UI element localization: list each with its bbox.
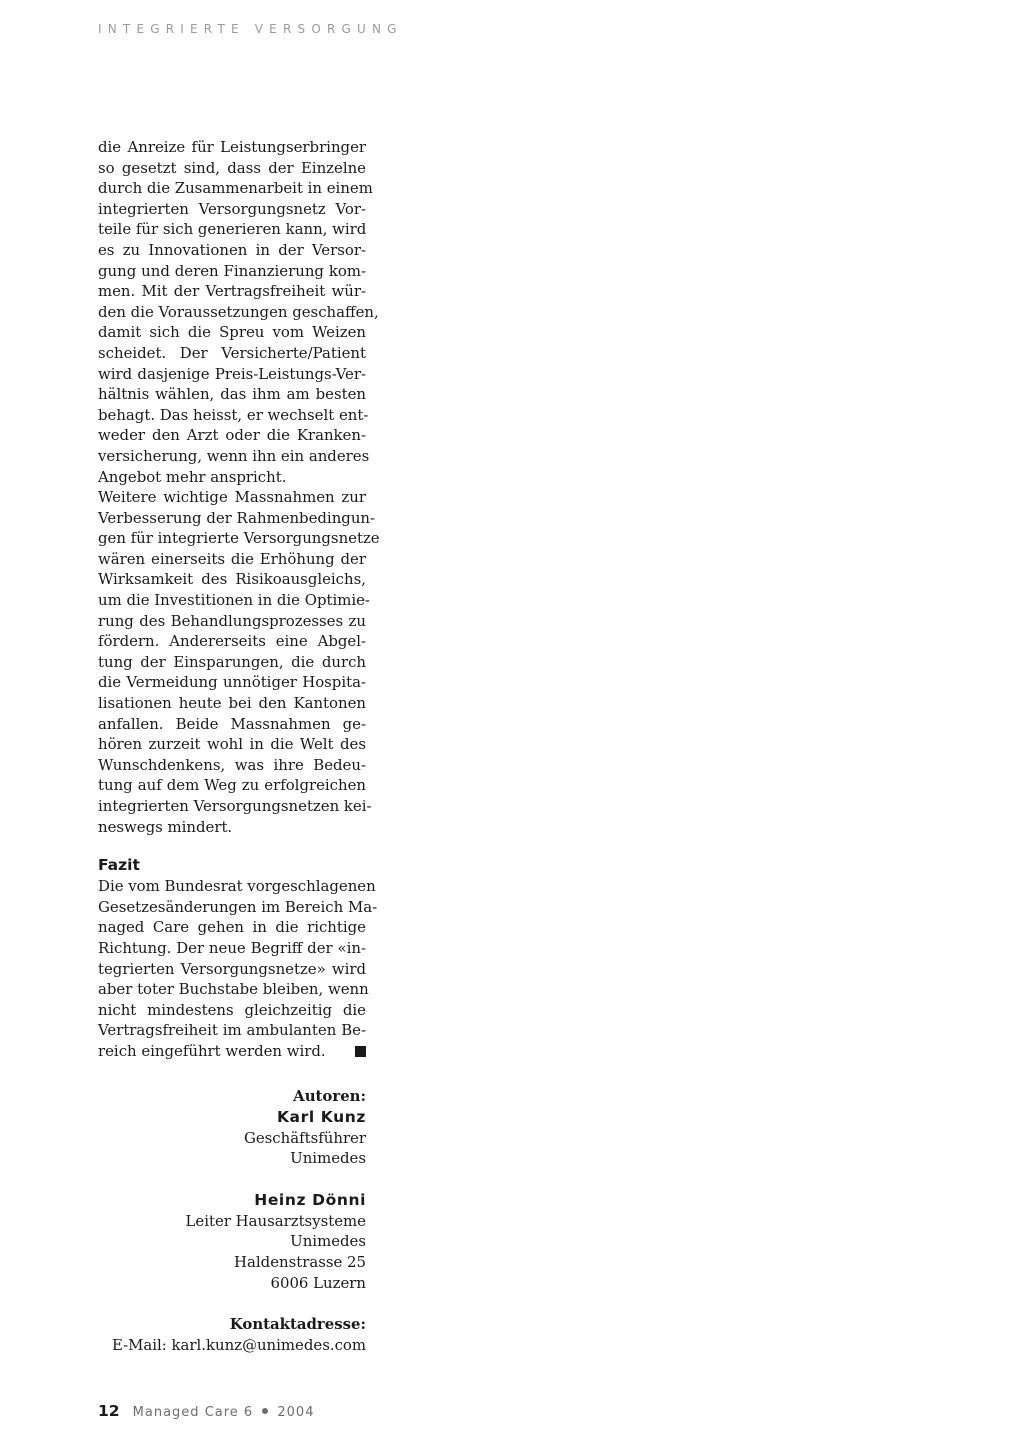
text-line: versicherung, wenn ihn ein anderes <box>98 446 370 465</box>
text-line: tung auf dem Weg zu erfolgreichen <box>98 776 366 795</box>
author-name: Heinz Dönni <box>254 1190 366 1209</box>
text-line: Wunschdenkens, was ihre Bedeu- <box>98 755 366 774</box>
contact-label: Kontaktadresse: <box>229 1315 366 1334</box>
text-line: die Anreize für Leistungserbringer <box>98 138 366 156</box>
text-line: men. Mit der Vertragsfreiheit wür- <box>98 282 366 301</box>
bullet-dot-icon <box>262 1408 268 1414</box>
text-line: lisationen heute bei den Kantonen <box>98 694 366 713</box>
page-footer <box>98 1401 314 1420</box>
article-column <box>98 137 380 1062</box>
text-line: neswegs mindert. <box>98 817 233 836</box>
author-org: Unimedes <box>290 1232 366 1251</box>
authors-label: Autoren: <box>293 1087 366 1105</box>
text-line: Gesetzesänderungen im Bereich Ma- <box>98 897 378 916</box>
journal-name: Managed Care 6 <box>132 1405 254 1420</box>
text-line: durch die Zusammenarbeit in einem <box>98 179 373 198</box>
paragraph-2 <box>98 487 380 837</box>
author-name: Karl Kunz <box>276 1107 366 1126</box>
author-role: Leiter Hausarztsysteme <box>185 1211 366 1230</box>
text-line: Die vom Bundesrat vorgeschlagenen <box>98 877 376 896</box>
text-line: hältnis wählen, das ihm am besten <box>98 385 366 404</box>
text-line: Wirksamkeit des Risikoausgleichs, <box>98 570 366 589</box>
contact-email: E-Mail: karl.kunz@unimedes.com <box>111 1335 366 1354</box>
author-role: Geschäftsführer <box>243 1128 366 1147</box>
text-line: tung der Einsparungen, die durch <box>98 652 366 671</box>
text-line: rung des Behandlungsprozesses zu <box>98 611 366 630</box>
author-org: Unimedes <box>290 1149 366 1168</box>
text-line: tegrierten Versorgungsnetze» wird <box>98 959 366 978</box>
text-line: die Vermeidung unnötiger Hospita- <box>98 673 366 692</box>
text-line: Richtung. Der neue Begriff der «in- <box>98 938 366 957</box>
text-line: Weitere wichtige Massnahmen zur <box>98 488 366 507</box>
text-line: anfallen. Beide Massnahmen ge- <box>98 714 366 733</box>
text-line: damit sich die Spreu vom Weizen <box>98 323 366 342</box>
page-number: 12 <box>98 1402 120 1420</box>
paragraph-1 <box>98 137 379 487</box>
text-line: integrierten Versorgungsnetzen kei- <box>98 797 372 815</box>
text-line: integrierten Versorgungsnetz Vor- <box>98 199 366 218</box>
text-line: scheidet. Der Versicherte/Patient <box>98 343 366 362</box>
text-line: Vertragsfreiheit im ambulanten Be- <box>98 1021 366 1040</box>
section-header: INTEGRIERTE VERSORGUNG <box>98 22 403 36</box>
text-line: um die Investitionen in die Optimie- <box>98 591 370 610</box>
text-line: Angebot mehr anspricht. <box>98 467 287 486</box>
text-line: wird dasjenige Preis-Leistungs-Ver- <box>98 364 366 383</box>
text-line: aber toter Buchstabe bleiben, wenn <box>98 980 369 999</box>
text-line: naged Care gehen in die richtige <box>98 918 366 937</box>
text-line: so gesetzt sind, dass der Einzelne <box>98 158 366 177</box>
text-line: behagt. Das heisst, er wechselt ent- <box>98 405 369 424</box>
end-of-article-square-icon <box>355 1046 366 1057</box>
text-line: gen für integrierte Versorgungsnetze <box>98 529 380 548</box>
paragraph-fazit <box>98 876 378 1061</box>
text-line: reich eingeführt werden wird. <box>98 1041 366 1062</box>
text-line: gung und deren Finanzierung kom- <box>98 261 366 280</box>
text-line: weder den Arzt oder die Kranken- <box>98 426 366 445</box>
text-line: fördern. Andererseits eine Abgel- <box>98 632 366 651</box>
author-city: 6006 Luzern <box>270 1273 366 1292</box>
section-heading-fazit: Fazit <box>98 856 140 875</box>
author-street: Haldenstrasse 25 <box>234 1252 366 1271</box>
text-line: Verbesserung der Rahmenbedingun- <box>98 508 376 527</box>
journal-year: 2004 <box>277 1405 315 1420</box>
text-line: den die Voraussetzungen geschaffen, <box>98 302 379 321</box>
author-block <box>98 1086 366 1355</box>
text-line: teile für sich generieren kann, wird <box>98 220 367 239</box>
text-line: nicht mindestens gleichzeitig die <box>98 1000 366 1019</box>
text-line: wären einerseits die Erhöhung der <box>98 549 366 568</box>
text-line: hören zurzeit wohl in die Welt des <box>98 735 366 754</box>
text-line: es zu Innovationen in der Versor- <box>98 240 366 259</box>
